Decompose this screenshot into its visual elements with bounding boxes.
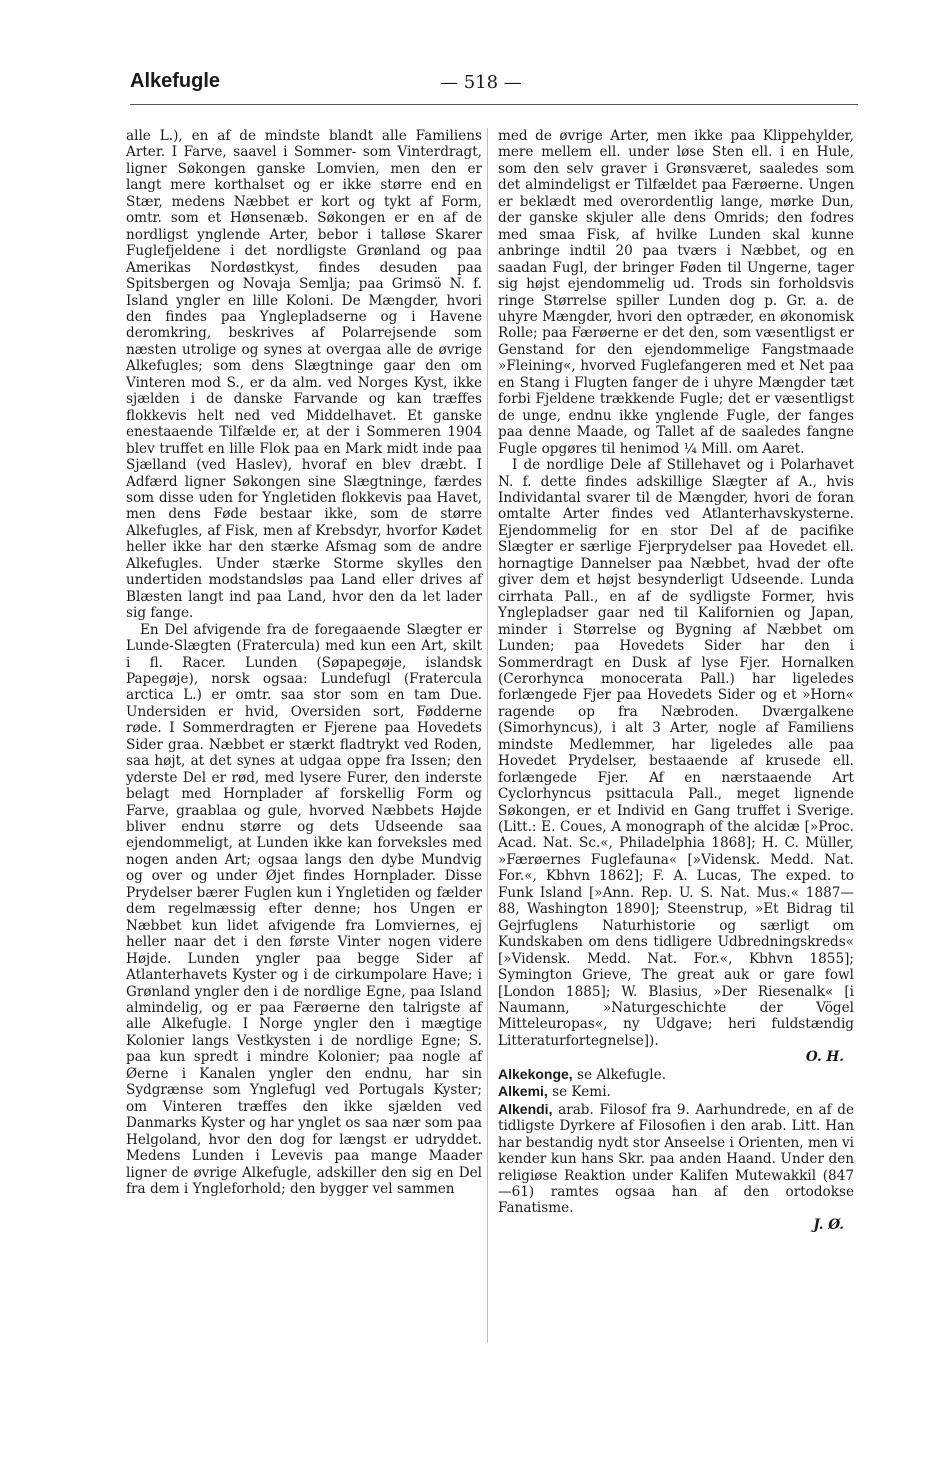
paragraph: alle L.), en af de mindste blandt alle Familiens Arter. I Farve, saavel i Sommer- som Vinterdragt, ligner Søkongen ganske Lomvien, men den er langt mere korthalset og er ikke større end en Stær, medens Næbbet er kort og tykt af Form, omtr. som et Hønsenæb. Søkongen er en af de nordligst ynglende Arter, bebor i talløse Skarer Fuglefjeldene i det nordligste Grønland og paa Amerikas Nordøstkyst, findes desuden paa Spitsbergen og Novaja Semlja; paa Grimsö N. f. Island yngler en lille Koloni. De Mængder, hvori den findes paa Ynglepladserne og i Havene deromkring, beskrives af Polarrejsende som næsten utrolige og synes at overgaa alle de øvrige Alkefugles; som dens Slægtninge gaar den om Vinteren mod S., er da alm. ved Norges Kyst, ikke sjælden i de danske Farvande og kan træffes flokkevis helt ned ved Middelhavet. Et ganske enestaaende Tilfælde er, at der i Sommeren 1904 blev truffet en lille Flok paa en Mark midt inde paa Sjælland (ved Haslev), hvoraf en blev dræbt. I Adfærd ligner Søkongen sine Slægtninge, færdes som disse uden for Yngletiden flokkevis paa Havet, men dens Føde bestaar ikke, som de større Alkefugles, af Fisk, men af Krebsdyr, hvorfor Kødet heller ikke har den stærke Afsmag som de andre Alkefugles. Under stærke Storme skylles den undertiden modstandsløs paa Land eller drives af Blæsten langt ind paa Land, hvor den da let lader sig fange. xyxy=(126,128,482,622)
entry-text: se Alkefugle. xyxy=(572,1066,667,1083)
author-signature: J. Ø. xyxy=(813,1216,844,1233)
entry-headword: Alkendi, xyxy=(498,1100,553,1117)
running-head: Alkefugle xyxy=(130,70,221,92)
entry-headword: Alkemi, xyxy=(498,1083,548,1100)
header-rule xyxy=(130,104,858,105)
author-signature: O. H. xyxy=(805,1049,844,1066)
entry-headword: Alkekonge, xyxy=(498,1065,573,1082)
column-divider xyxy=(487,128,488,1343)
dictionary-entry xyxy=(498,1083,854,1100)
page-number: — 518 — xyxy=(440,72,522,93)
paragraph: med de øvrige Arter, men ikke paa Klippehylder, mere mellem ell. under løse Sten ell. i en Hule, som den selv graver i Grønsværet, saaledes som det almindeligst er Tilfældet paa Færøerne. Ungen er beklædt med overordentlig lange, mørke Dun, der ganske skjuler alle dens Omrids; den fodres med smaa Fisk, af hvilke Lunden skal kunne anbringe indtil 20 paa tværs i Næbbet, og en saadan Fugl, der bringer Føden til Ungerne, tager sig højst ejendommelig ud. Trods sin forholdsvis ringe Størrelse spiller Lunden dog p. Gr. a. de uhyre Mængder, hvori den optræder, en økonomisk Rolle; paa Færøerne er det den, som væsentligst er Genstand for den ejendommelige Fangstmaade »Fleining«, hvorved Fuglefangeren med et Net paa en Stang i Flugten fanger de i uhyre Mængder tæt forbi Fjeldene trækkende Fugle; det er væsentligst de unge, endnu ikke ynglende Fugle, der fanges paa denne Maade, og Tallet af de saaledes fangne Fugle opgøres til henimod ¼ Mill. om Aaret. xyxy=(498,128,854,457)
paragraph: En Del afvigende fra de foregaaende Slægter er Lunde-Slægten (Fratercula) med kun een Art, skilt i fl. Racer. Lunden (Søpapegøje, islandsk Papegøje), norsk ogsaa: Lundefugl (Fratercula arctica L.) er omtr. saa stor som en tam Due. Undersiden er hvid, Oversiden sort, Fødderne røde. I Sommerdragten er Fjerene paa Hovedets Sider graa. Næbbet er stærkt fladtrykt ved Roden, saa højt, at det synes at udgaa oppe fra Issen; den yderste Del er rød, med lysere Furer, den inderste belagt med Hornplader af forskellig Form og Farve, graablaa og gule, hvorved Næbbets Højde bliver endnu større og dets Udseende saa ejendommeligt, at Lunden ikke kan forveksles med nogen anden Art; ogsaa langs den dybe Mundvig og over og under Øjet findes Hornplader. Disse Prydelser bærer Fuglen kun i Yngletiden og fælder dem regelmæssig efter denne; hos Ungen er Næbbet kun lidet afvigende fra Lomviernes, ej heller naar det i den første Vinter nogen videre Højde. Lunden yngler paa begge Sider af Atlanterhavets Kyster og i de cirkumpolare Have; i Grønland yngler den i de nordlige Egne, paa Island almindelig, og er paa Færøerne den talrigste af alle Alkefugle. I Norge yngler den i mægtige Kolonier langs Vestkysten i de nordlige Egne; S. paa kun spredt i mindre Kolonier; paa nogle af Øerne i Kanalen yngler den endnu, har sin Sydgrænse som Ynglefugl ved Portugals Kyster; om Vinteren træffes den ikke sjælden ved Danmarks Kyster og har ynglet os saa nær som paa Helgoland, hvor den dog for længst er udryddet. Medens Lunden i Levevis paa mange Maader ligner de øvrige Alkefugle, adskiller den sig en Del fra dem i Yngleforhold; den bygger vel sammen xyxy=(126,621,482,1197)
entry-text: se Kemi. xyxy=(547,1084,611,1101)
left-column xyxy=(126,128,482,1197)
paragraph: I de nordlige Dele af Stillehavet og i Polarhavet N. f. dette findes adskillige Slægter af A., hvis Individantal svarer til de Mængder, hvori de foran omtalte Arter findes ved Atlanterhavskysterne. Ejendommelig for en stor Del af de pacifike Slægter er særlige Fjerprydelser paa Hovedet ell. hornagtige Dannelser paa Næbbet, hvad der ofte giver dem et højst besynderligt Udseende. Lunda cirrhata Pall., en af de sydligste Former, hvis Ynglepladser gaar ned til Kalifornien og Japan, minder i Størrelse og Bygning af Næbbet om Lunden; paa Hovedets Sider har den i Sommerdragt en Dusk af lyse Fjer. Hornalken (Cerorhynca monocerata Pall.) har ligeledes forlængede Fjer paa Hovedets Sider og et »Horn« ragende op fra Næbroden. Dværgalkene (Simorhyncus), i alt 3 Arter, nogle af Familiens mindste Medlemmer, har ligeledes alle paa Hovedet Prydelser, bestaaende af krusede ell. forlængede Fjer. Af en nærstaaende Art Cyclorhyncus psittacula Pall., meget lignende Søkongen, er et Individ en Gang truffet i Sverige. (Litt.: E. Coues, A monograph of the alcidæ [»Proc. Acad. Nat. Sc.«, Philadelphia 1868]; H. C. Müller, »Færøernes Fuglefauna« [»Vidensk. Medd. Nat. For.«, Kbhvn 1862]; F. A. Lucas, The exped. to Funk Island [»Ann. Rep. U. S. Nat. Mus.« 1887—88, Washington 1890]; Steenstrup, »Et Bidrag til Gejrfuglens Naturhistorie og særligt om Kundskaben om dens tidligere Udbredningskreds« [»Vidensk. Medd. Nat. For.«, Kbhvn 1855]; Symington Grieve, The great auk or gare fowl [London 1885]; W. Blasius, »Der Riesenalk« [i Naumann, »Naturgeschichte der Vögel Mitteleuropas«, ny Udgave; heri fuldstændig Litteraturfortegnelse]). xyxy=(498,457,854,1049)
page-header xyxy=(130,70,858,100)
dictionary-entry xyxy=(498,1101,854,1217)
entry-text: arab. Filosof fra 9. Aarhundrede, en af de tidligste Dyrkere af Filosofien i den arab. Litt. Han har bestandig nydt stor Anseelse i Orienten, men vi kender kun hans Skr. paa anden Haand. Under den religiøse Reaktion under Kalifen Mutewakkil (847—61) ramtes ogsaa han af den ortodokse Fanatisme. xyxy=(498,1101,854,1217)
right-column xyxy=(498,128,854,1233)
dictionary-entry xyxy=(498,1066,854,1083)
